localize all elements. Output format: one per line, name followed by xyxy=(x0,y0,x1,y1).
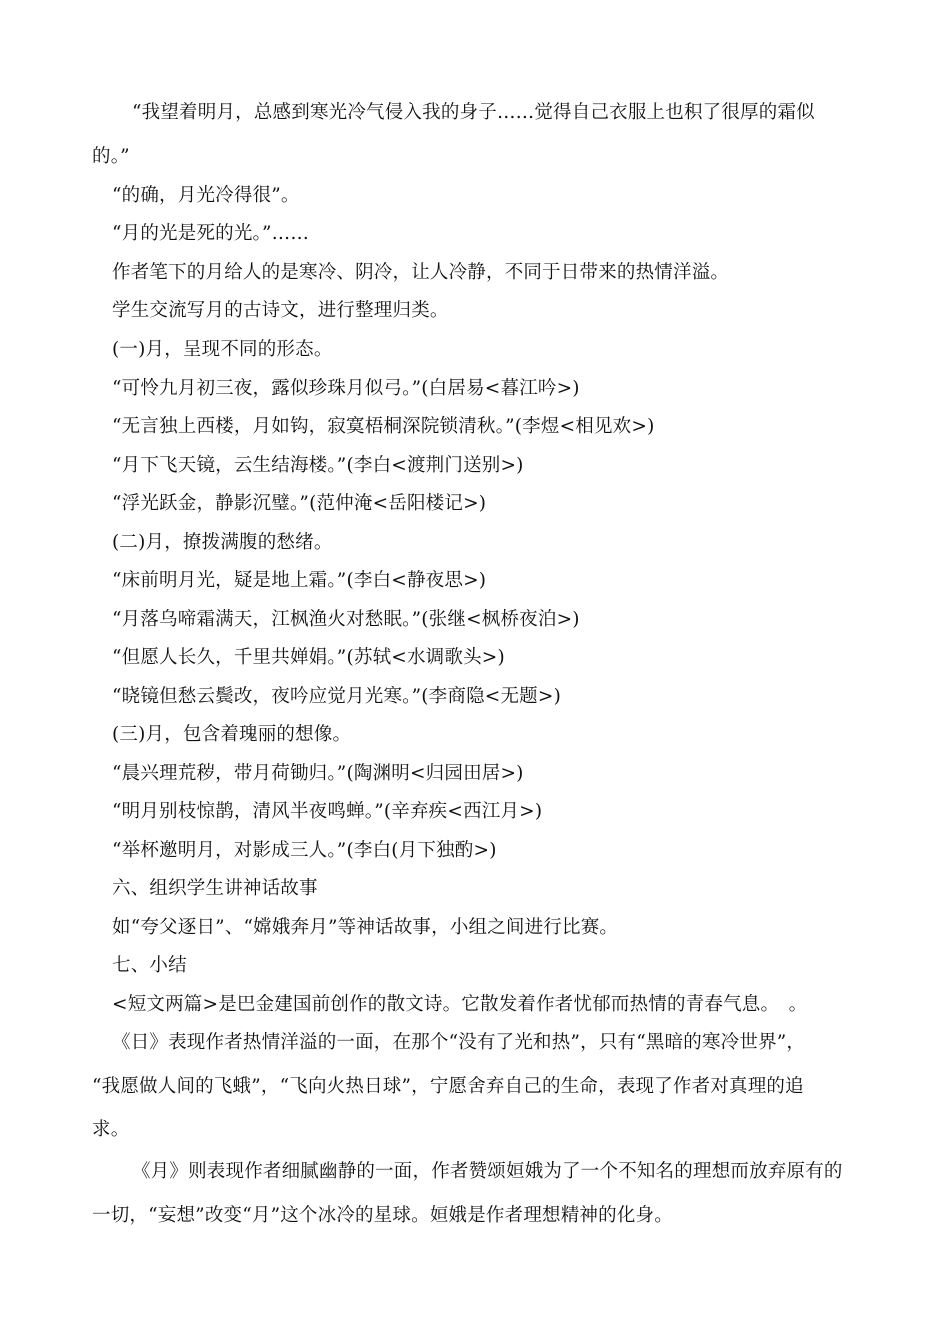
paragraph-line: 求。 xyxy=(92,1119,130,1140)
section-heading: (二)月，撩拨满腹的愁绪。 xyxy=(112,532,333,553)
paragraph-line: 作者笔下的月给人的是寒冷、阴冷，让人冷静，不同于日带来的热情洋溢。 xyxy=(112,262,730,283)
paragraph-line: 学生交流写月的古诗文，进行整理归类。 xyxy=(112,300,449,321)
section-heading: (一)月，呈现不同的形态。 xyxy=(112,339,333,360)
paragraph-line: 一切，“妄想”改变“月”这个冰冷的星球。姮娥是作者理想精神的化身。 xyxy=(92,1205,673,1226)
section-heading: 六、组织学生讲神话故事 xyxy=(112,878,318,899)
paragraph-line: “我望着明月，总感到寒光冷气侵入我的身子……觉得自己衣服上也积了很厚的霜似 xyxy=(132,102,815,123)
poem-quote: “床前明月光，疑是地上霜。”(李白<静夜思>) xyxy=(112,570,487,591)
poem-quote: “无言独上西楼，月如钩，寂寞梧桐深院锁清秋。”(李煜<相见欢>) xyxy=(112,416,655,437)
paragraph-line: 《月》则表现作者细腻幽静的一面，作者赞颂姮娥为了一个不知名的理想而放弃原有的 xyxy=(132,1161,843,1182)
poem-quote: “月下飞天镜，云生结海楼。”(李白<渡荆门送别>) xyxy=(112,455,524,476)
paragraph-line: “月的光是死的光。”…… xyxy=(112,223,310,244)
poem-quote: “举杯邀明月，对影成三人。”(李白(月下独酌>) xyxy=(112,840,497,861)
section-heading: 七、小结 xyxy=(112,955,187,976)
poem-quote: “明月别枝惊鹊，清风半夜鸣蝉。”(辛弃疾<西江月>) xyxy=(112,801,543,822)
paragraph-line: 的。” xyxy=(92,146,130,167)
poem-quote: “浮光跃金，静影沉璧。”(范仲淹<岳阳楼记>) xyxy=(112,493,487,514)
paragraph-line: 《日》表现作者热情洋溢的一面，在那个“没有了光和热”，只有“黑暗的寒冷世界”， xyxy=(112,1032,806,1053)
poem-quote: “晓镜但愁云鬓改，夜吟应觉月光寒。”(李商隐<无题>) xyxy=(112,686,562,707)
paragraph-line: “的确，月光冷得很”。 xyxy=(112,185,300,206)
paragraph-line: <短文两篇>是巴金建国前创作的散文诗。它散发着作者忧郁而热情的青春气息。 。 xyxy=(112,994,808,1015)
poem-quote: “但愿人长久，千里共婵娟。”(苏轼<水调歌头>) xyxy=(112,647,505,668)
paragraph-line: 如“夸父逐日”、“嫦娥奔月”等神话故事，小组之间进行比赛。 xyxy=(112,917,619,938)
poem-quote: “晨兴理荒秽，带月荷锄归。”(陶渊明<归园田居>) xyxy=(112,763,524,784)
poem-quote: “可怜九月初三夜，露似珍珠月似弓。”(白居易<暮江吟>) xyxy=(112,378,580,399)
section-heading: (三)月，包含着瑰丽的想像。 xyxy=(112,724,352,745)
poem-quote: “月落乌啼霜满天，江枫渔火对愁眠。”(张继<枫桥夜泊>) xyxy=(112,609,580,630)
paragraph-line: “我愿做人间的飞蛾”，“飞向火热日球”，宁愿舍弃自己的生命，表现了作者对真理的追 xyxy=(92,1076,804,1097)
